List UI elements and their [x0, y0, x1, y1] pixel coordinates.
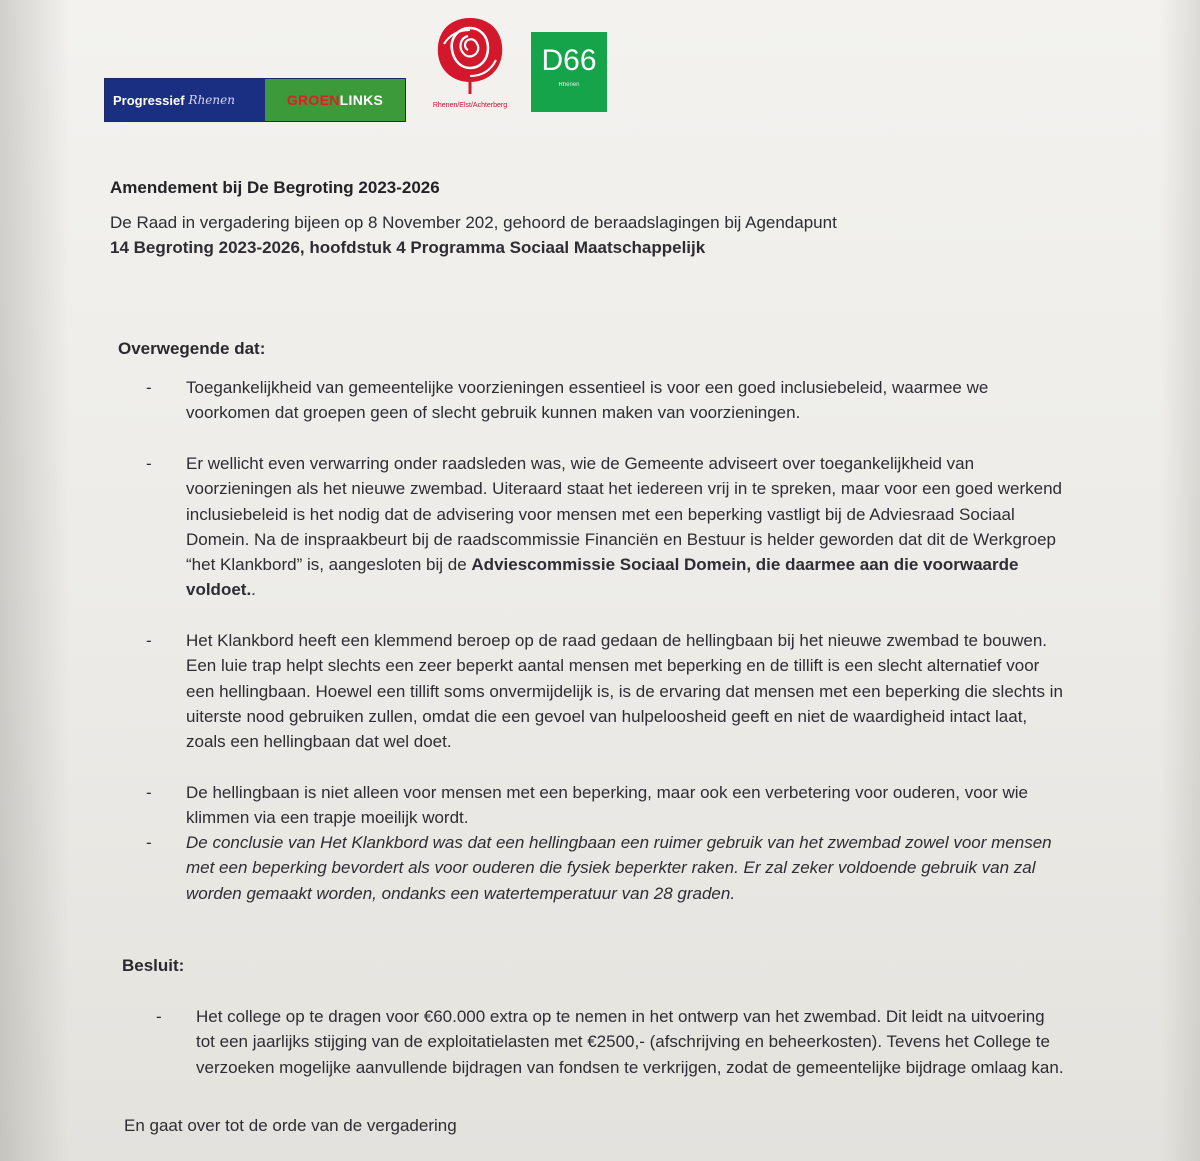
groenlinks-logo — [265, 79, 405, 121]
overwegende-item-bold-text: Adviescommissie Sociaal Domein, die daarmee aan die voorwaarde voldoet. — [186, 555, 1019, 600]
overwegende-item — [146, 830, 1066, 906]
d66-logo — [531, 32, 607, 112]
overwegende-item — [146, 451, 1066, 603]
list-dash: - — [156, 1007, 162, 1026]
list-dash: - — [146, 833, 152, 852]
overwegende-item-tail: . — [251, 580, 256, 600]
overwegende-item-text: Toegankelijkheid van gemeentelijke voorzieningen essentieel is voor een goed inclusiebeleid, waarmee we voorkomen dat groepen geen of slecht gebruik kunnen maken van voorzieningen. — [186, 378, 989, 423]
document-title: Amendement bij De Begroting 2023-2026 — [110, 178, 440, 197]
overwegende-item — [146, 780, 1066, 831]
overwegende-heading: Overwegende dat: — [118, 339, 266, 358]
overwegende-item-text: Er wellicht even verwarring onder raadsleden was, wie de Gemeente adviseert over toegankelijkheid van voorzieningen als het nieuwe zwembad. Uiteraard staat het iedereen vrij in te spreken, maar voor een goed werkend inclusiebeleid is het nodig dat de advisering voor mensen met een beperking vastligt bij de Adviesraad Sociaal Domein. Na de inspraakbeurt bij de raadscommissie Financiën en Bestuur is helder geworden dat dit de Werkgroep “het Klankbord” is, aangesloten bij de — [186, 454, 1062, 575]
list-dash: - — [146, 631, 152, 650]
progressief-groenlinks-logo — [104, 78, 406, 122]
closing-line: En gaat over tot de orde van de vergadering — [124, 1116, 457, 1135]
besluit-item-text: Het college op te dragen voor €60.000 extra op te nemen in het ontwerp van het zwembad. Dit leidt na uitvoering tot een jaarlijks stijging van de exploitatielasten met €2500,- (afschrijving en beheerkosten). Tevens het College te verzoeken mogelijke aanvullende bijdragen van fondsen te verkrijgen, zodat de gemeentelijke bijdrage omlaag kan. — [196, 1007, 1064, 1077]
groenlinks-logo-links: LINKS — [339, 92, 384, 108]
list-dash: - — [146, 783, 152, 802]
intro-line-2: 14 Begroting 2023-2026, hoofdstuk 4 Programma Sociaal Maatschappelijk — [110, 238, 706, 257]
overwegende-item — [146, 375, 1066, 426]
d66-logo-subtext: Rhenen — [558, 82, 580, 88]
list-dash: - — [146, 454, 152, 473]
d66-logo-text: D66 — [541, 44, 597, 77]
progressief-rhenen-logo — [105, 79, 265, 121]
besluit-item — [156, 1004, 1066, 1080]
pvda-rose-logo — [430, 14, 510, 109]
overwegende-item-text: De conclusie van Het Klankbord was dat een hellingbaan een ruimer gebruik van het zwembad zowel voor mensen met een beperking bevordert als voor ouderen die fysiek beperkter raken. Er zal zeker voldoende gebruik van zal worden gemaakt worden, ondanks een watertemperatuur van 28 graden. — [186, 833, 1052, 903]
progressief-logo-text: Progressief — [113, 92, 185, 108]
overwegende-item-text: Het Klankbord heeft een klemmend beroep op de raad gedaan de hellingbaan bij het nieuwe zwembad te bouwen. Een luie trap helpt slechts een zeer beperkt aantal mensen met beperking en de tillift is een slecht alternatief voor een hellingbaan. Hoewel een tillift soms onvermijdelijk is, is de ervaring dat mensen met een beperking die slechts in uiterste nood gebruiken zullen, omdat die een gevoel van hulpeloosheid geeft en niet de waardigheid intact laat, zoals een hellingbaan dat wel doet. — [186, 631, 1063, 752]
page-shadow-right — [1160, 0, 1200, 1161]
groenlinks-logo-groen: GROEN — [286, 92, 340, 108]
overwegende-item — [146, 628, 1066, 754]
overwegende-item-text-wrap — [186, 451, 1066, 603]
progressief-logo-script: Rhenen — [188, 93, 235, 107]
page-shadow-left — [0, 0, 70, 1161]
intro-line-1: De Raad in vergadering bijeen op 8 November 202, gehoord de beraadslagingen bij Agendapunt — [110, 213, 837, 232]
overwegende-item-text: De hellingbaan is niet alleen voor mensen met een beperking, maar ook een verbetering voor ouderen, voor wie klimmen via een trapje moeilijk wordt. — [186, 783, 1029, 828]
document-intro — [110, 210, 1010, 260]
list-dash: - — [146, 378, 152, 397]
pvda-logo-tagline: Rhenen/Elst/Achterberg — [432, 102, 508, 109]
besluit-heading: Besluit: — [122, 956, 185, 975]
rose-icon — [430, 14, 510, 100]
